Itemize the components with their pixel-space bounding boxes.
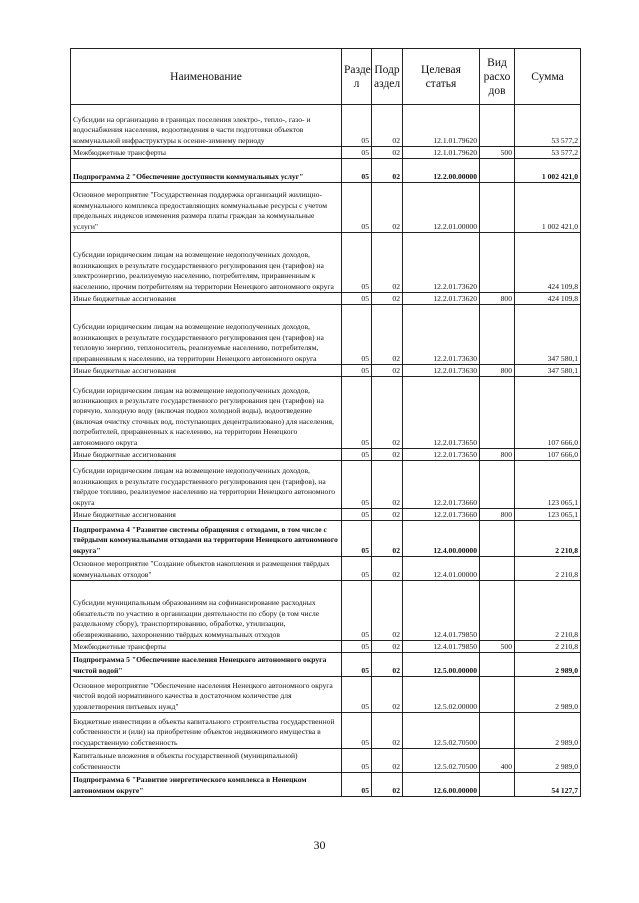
cell-subsection: 02 <box>372 677 403 713</box>
cell-target: 12.2.01.73630 <box>403 305 480 365</box>
cell-section: 05 <box>342 557 372 581</box>
cell-amount: 107 666,0 <box>515 377 581 449</box>
cell-type <box>480 461 515 509</box>
cell-amount: 123 065,1 <box>515 461 581 509</box>
table-row <box>71 305 581 365</box>
cell-subsection: 02 <box>372 773 403 797</box>
cell-type <box>480 233 515 293</box>
cell-name: Подпрограмма 5 "Обеспечение населения Ненецкого автономного округа чистой водой" <box>71 653 342 677</box>
cell-amount: 424 109,8 <box>515 233 581 293</box>
cell-section: 05 <box>342 147 372 159</box>
table-body <box>71 105 581 797</box>
cell-name: Субсидии юридическим лицам на возмещение недополученных доходов, возникающих в результате государственного регулирования цен (тарифов), на твёрдое топливо, реализуемое населению на территории Ненецкого автономного округа <box>71 461 342 509</box>
cell-section: 05 <box>342 641 372 653</box>
cell-name: Субсидии муниципальным образованиям на софинансирование расходных обязательств по участию в организации деятельности по сбору (в том числе раздельному сбору), транспортированию, обработке, утилизации, обезвреживанию, захоронению твёрдых коммунальных отходов <box>71 581 342 641</box>
cell-subsection: 02 <box>372 581 403 641</box>
cell-name: Иные бюджетные ассигнования <box>71 449 342 461</box>
cell-target: 12.2.01.73620 <box>403 293 480 305</box>
cell-amount: 107 666,0 <box>515 449 581 461</box>
cell-name: Иные бюджетные ассигнования <box>71 293 342 305</box>
cell-subsection: 02 <box>372 377 403 449</box>
budget-table <box>70 48 581 797</box>
cell-subsection: 02 <box>372 233 403 293</box>
cell-amount: 2 989,0 <box>515 653 581 677</box>
cell-amount: 53 577,2 <box>515 147 581 159</box>
cell-target: 12.4.00.00000 <box>403 521 480 557</box>
cell-target: 12.4.01.00000 <box>403 557 480 581</box>
cell-subsection: 02 <box>372 293 403 305</box>
cell-amount: 347 580,1 <box>515 365 581 377</box>
cell-section: 05 <box>342 105 372 147</box>
cell-target: 12.5.02.70500 <box>403 749 480 773</box>
cell-amount: 1 002 421,0 <box>515 183 581 233</box>
cell-amount: 1 002 421,0 <box>515 159 581 183</box>
cell-subsection: 02 <box>372 305 403 365</box>
cell-section: 05 <box>342 293 372 305</box>
table-row <box>71 773 581 797</box>
cell-section: 05 <box>342 233 372 293</box>
cell-name: Иные бюджетные ассигнования <box>71 365 342 377</box>
cell-type <box>480 521 515 557</box>
cell-target: 12.2.01.73660 <box>403 461 480 509</box>
cell-amount: 2 210,8 <box>515 521 581 557</box>
cell-subsection: 02 <box>372 449 403 461</box>
cell-target: 12.5.00.00000 <box>403 653 480 677</box>
cell-subsection: 02 <box>372 749 403 773</box>
cell-name: Иные бюджетные ассигнования <box>71 509 342 521</box>
cell-amount: 123 065,1 <box>515 509 581 521</box>
cell-type <box>480 677 515 713</box>
cell-section: 05 <box>342 159 372 183</box>
table-row <box>71 557 581 581</box>
cell-amount: 2 210,8 <box>515 557 581 581</box>
header-target: Целевая статья <box>403 49 480 105</box>
cell-section: 05 <box>342 581 372 641</box>
cell-target: 12.1.01.79620 <box>403 147 480 159</box>
cell-section: 05 <box>342 305 372 365</box>
table-row <box>71 233 581 293</box>
cell-target: 12.1.01.79620 <box>403 105 480 147</box>
cell-name: Основное мероприятие "Создание объектов накопления и размещения твёрдых коммунальных отходов" <box>71 557 342 581</box>
cell-type <box>480 773 515 797</box>
table-row <box>71 449 581 461</box>
cell-type: 800 <box>480 365 515 377</box>
cell-target: 12.2.01.73650 <box>403 377 480 449</box>
cell-amount: 2 989,0 <box>515 749 581 773</box>
cell-type <box>480 713 515 749</box>
table-row <box>71 183 581 233</box>
cell-subsection: 02 <box>372 641 403 653</box>
table-row <box>71 749 581 773</box>
header-amount: Сумма <box>515 49 581 105</box>
table-row <box>71 641 581 653</box>
table-row <box>71 293 581 305</box>
cell-section: 05 <box>342 773 372 797</box>
cell-amount: 2 210,8 <box>515 641 581 653</box>
cell-subsection: 02 <box>372 713 403 749</box>
cell-section: 05 <box>342 677 372 713</box>
cell-name: Основное мероприятие "Государственная поддержка организаций жилищно-коммунального комплекса предоставляющих коммунальные ресурсы с учетом предельных индексов изменения размера платы граждан за коммунальные услуги" <box>71 183 342 233</box>
cell-section: 05 <box>342 365 372 377</box>
cell-amount: 54 127,7 <box>515 773 581 797</box>
cell-target: 12.4.01.79850 <box>403 641 480 653</box>
cell-section: 05 <box>342 461 372 509</box>
table-row <box>71 581 581 641</box>
cell-name: Субсидии на организацию в границах поселения электро-, тепло-, газо- и водоснабжения населения, водоотведения в части подготовки объектов коммунальной инфраструктуры к осенне-зимнему периоду <box>71 105 342 147</box>
cell-section: 05 <box>342 377 372 449</box>
cell-section: 05 <box>342 521 372 557</box>
cell-target: 12.5.02.00000 <box>403 677 480 713</box>
cell-name: Капитальные вложения в объекты государственной (муниципальной) собственности <box>71 749 342 773</box>
cell-target: 12.4.01.79850 <box>403 581 480 641</box>
cell-amount: 2 989,0 <box>515 677 581 713</box>
header-section: Разде л <box>342 49 372 105</box>
cell-section: 05 <box>342 183 372 233</box>
cell-type: 500 <box>480 641 515 653</box>
cell-name: Бюджетные инвестиции в объекты капитального строительства государственной собственности и (или) на приобретение объектов недвижимого имущества в государственную собственность <box>71 713 342 749</box>
cell-section: 05 <box>342 509 372 521</box>
header-subsection: Подр аздел <box>372 49 403 105</box>
cell-amount: 424 109,8 <box>515 293 581 305</box>
cell-type <box>480 557 515 581</box>
cell-name: Подпрограмма 4 "Развитие системы обращения с отходами, в том числе с твёрдыми коммунальными отходами на территории Ненецкого автономного округа" <box>71 521 342 557</box>
cell-target: 12.2.01.73650 <box>403 449 480 461</box>
cell-type: 500 <box>480 147 515 159</box>
cell-subsection: 02 <box>372 183 403 233</box>
cell-section: 05 <box>342 749 372 773</box>
cell-type <box>480 159 515 183</box>
cell-target: 12.2.01.73660 <box>403 509 480 521</box>
cell-subsection: 02 <box>372 105 403 147</box>
cell-name: Субсидии юридическим лицам на возмещение недополученных доходов, возникающих в результате государственного регулирования цен (тарифов) на горячую, холодную воду (включая подвоз холодной воды), водоотведение (включая очистку сточных вод, поступающих децентрализовано) для населения, потребителей, приравненных к населению, на территории Ненецкого автономного округа <box>71 377 342 449</box>
cell-type: 800 <box>480 509 515 521</box>
cell-target: 12.2.01.73630 <box>403 365 480 377</box>
table-row <box>71 509 581 521</box>
cell-amount: 2 989,0 <box>515 713 581 749</box>
cell-subsection: 02 <box>372 365 403 377</box>
cell-name: Основное мероприятие "Обеспечение населения Ненецкого автономного округа чистой водой нормативного качества в достаточном количестве для удовлетворения питьевых нужд" <box>71 677 342 713</box>
cell-target: 12.6.00.00000 <box>403 773 480 797</box>
cell-section: 05 <box>342 713 372 749</box>
table-row <box>71 713 581 749</box>
page-number: 30 <box>313 838 326 852</box>
table-row <box>71 377 581 449</box>
cell-subsection: 02 <box>372 557 403 581</box>
cell-subsection: 02 <box>372 509 403 521</box>
header-name: Наименование <box>71 49 342 105</box>
budget-page <box>70 48 580 797</box>
cell-target: 12.2.01.73620 <box>403 233 480 293</box>
cell-amount: 53 577,2 <box>515 105 581 147</box>
cell-section: 05 <box>342 449 372 461</box>
cell-type <box>480 305 515 365</box>
table-row <box>71 147 581 159</box>
table-row <box>71 159 581 183</box>
table-row <box>71 365 581 377</box>
cell-subsection: 02 <box>372 521 403 557</box>
cell-name: Субсидии юридическим лицам на возмещение недополученных доходов, возникающих в результате государственного регулирования цен (тарифов) на тепловую энергию, теплоноситель, реализуемые населению, потребителям, приравненным к населению, на территории Ненецкого автономного округа <box>71 305 342 365</box>
cell-type <box>480 377 515 449</box>
table-row <box>71 521 581 557</box>
table-header-row <box>71 49 581 105</box>
table-row <box>71 105 581 147</box>
cell-subsection: 02 <box>372 653 403 677</box>
cell-target: 12.2.01.00000 <box>403 183 480 233</box>
cell-type <box>480 581 515 641</box>
cell-target: 12.2.00.00000 <box>403 159 480 183</box>
cell-type <box>480 653 515 677</box>
cell-name: Субсидии юридическим лицам на возмещение недополученных доходов, возникающих в результате государственного регулирования цен (тарифов) на электроэнергию, реализуемую населению, потребителям, приравненным к населению, прочим потребителям на территории Ненецкого автономного округа <box>71 233 342 293</box>
cell-target: 12.5.02.70500 <box>403 713 480 749</box>
cell-type: 800 <box>480 449 515 461</box>
cell-type <box>480 183 515 233</box>
cell-name: Межбюджетные трансферты <box>71 147 342 159</box>
cell-subsection: 02 <box>372 147 403 159</box>
cell-type: 400 <box>480 749 515 773</box>
cell-name: Подпрограмма 6 "Развитие энергетического комплекса в Ненецком автономном округе" <box>71 773 342 797</box>
cell-type: 800 <box>480 293 515 305</box>
cell-amount: 347 580,1 <box>515 305 581 365</box>
cell-name: Межбюджетные трансферты <box>71 641 342 653</box>
cell-subsection: 02 <box>372 461 403 509</box>
header-expense-type: Вид расхо дов <box>480 49 515 105</box>
table-row <box>71 461 581 509</box>
cell-type <box>480 105 515 147</box>
cell-section: 05 <box>342 653 372 677</box>
cell-name: Подпрограмма 2 "Обеспечение доступности коммунальных услуг" <box>71 159 342 183</box>
table-row <box>71 677 581 713</box>
cell-amount: 2 210,8 <box>515 581 581 641</box>
cell-subsection: 02 <box>372 159 403 183</box>
table-row <box>71 653 581 677</box>
